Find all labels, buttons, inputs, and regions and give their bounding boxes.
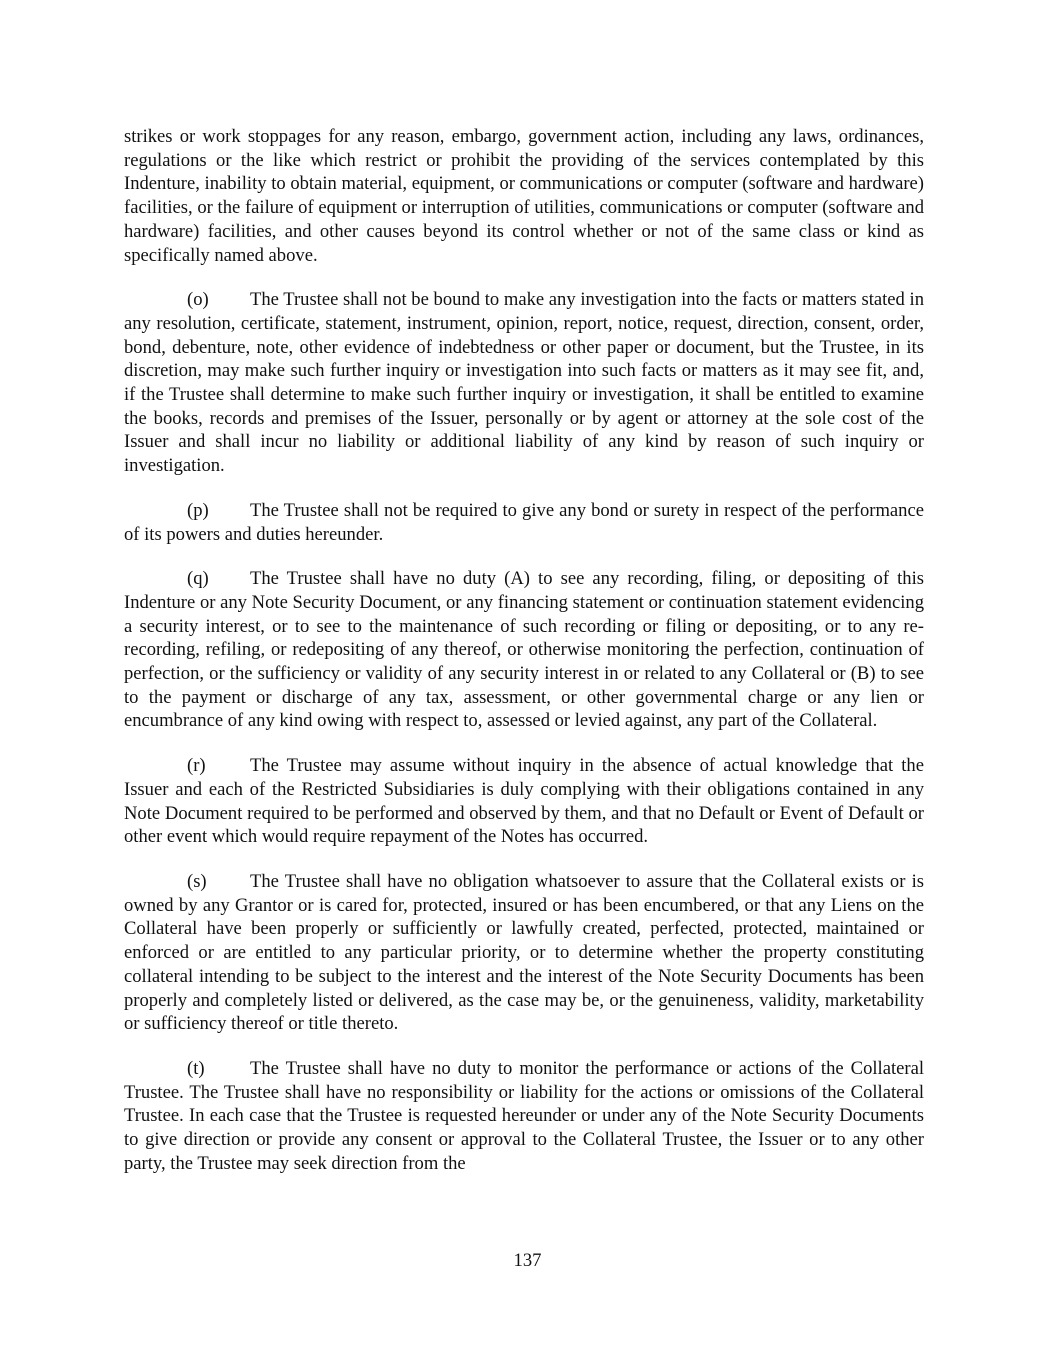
page-number: 137 bbox=[513, 1250, 542, 1271]
paragraph-r bbox=[124, 754, 924, 849]
continuation-paragraph: strikes or work stoppages for any reason, embargo, government action, including any laws, ordinances, regulations or the like which restrict or prohibit the providing of the services contemplated by this Indenture, inability to obtain material, equipment, or communications or computer (software and hardware) facilities, or the failure of equipment or interruption of utilities, communications or computer (software and hardware) facilities, and other causes beyond its control whether or not of the same class or kind as specifically named above. bbox=[124, 126, 924, 266]
paragraph-text: The Trustee shall have no duty (A) to see any recording, filing, or depositing of this Indenture or any Note Security Document, or any financing statement or continuation statement evidencing a security interest, or to see to the maintenance of such recording or filing or depositing, or to any re- recording, refiling, or redepositing of any thereof, or otherwise monitoring the perfection, continuation of perfection, or the sufficiency or validity of any security interest in or related to any Collateral or (B) to see to the payment or discharge of any tax, assessment, or other governmental charge or any lien or encumbrance of any kind owing with respect to, assessed or levied against, any part of the Collateral. bbox=[124, 568, 924, 732]
paragraph-s bbox=[124, 870, 924, 1036]
paragraph-text: The Trustee shall have no duty to monitor the performance or actions of the Collateral Trustee. The Trustee shall have no responsibility or liability for the actions or omissions of the Collateral Trustee. In each case that the Trustee is requested hereunder or under any of the Note Security Documents to give direction or provide any consent or approval to the Collateral Trustee, the Issuer or to any other party, the Trustee may seek direction from the bbox=[124, 1057, 924, 1174]
paragraph-label: (p) bbox=[187, 499, 209, 521]
paragraph-label: (r) bbox=[187, 755, 206, 777]
paragraph-text: The Trustee shall not be required to give any bond or surety in respect of the performance of its powers and duties hereunder. bbox=[124, 499, 924, 545]
document-page bbox=[124, 125, 924, 1196]
paragraph-o bbox=[124, 288, 924, 478]
paragraph-label: (t) bbox=[187, 1057, 205, 1079]
paragraph-text: The Trustee shall not be bound to make any investigation into the facts or matters stated in any resolution, certificate, statement, instrument, opinion, report, notice, request, direction, consent, order, bond, debenture, note, other evidence of indebtedness or other paper or document, but the Trustee, in its discretion, may make such further inquiry or investigation into such facts or matters as it may see fit, and, if the Trustee shall determine to make such further inquiry or investigation, it shall be entitled to examine the books, records and premises of the Issuer, personally or by agent or attorney at the sole cost of the Issuer and shall incur no liability or additional liability of any kind by reason of such inquiry or investigation. bbox=[124, 289, 924, 477]
paragraph-text: The Trustee shall have no obligation whatsoever to assure that the Collateral exists or is owned by any Grantor or is cared for, protected, insured or has been encumbered, or that any Liens on the Collateral have been properly or sufficiently or lawfully created, perfected, protected, maintained or enforced or are entitled to any particular priority, or to determine whether the property constituting collateral intending to be subject to the interest and the interest of the Note Security Documents has been properly and completely listed or delivered, as the case may be, or the genuineness, validity, marketability or sufficiency thereof or title thereto. bbox=[124, 870, 924, 1035]
paragraph-t bbox=[124, 1057, 924, 1176]
paragraph-label: (q) bbox=[187, 568, 209, 590]
paragraph-label: (s) bbox=[187, 870, 207, 892]
paragraph-q bbox=[124, 567, 924, 733]
paragraph-text: The Trustee may assume without inquiry in the absence of actual knowledge that the Issuer and each of the Restricted Subsidiaries is duly complying with their obligations contained in any Note Document required to be performed and observed by them, and that no Default or Event of Default or other event which would require repayment of the Notes has occurred. bbox=[124, 755, 924, 848]
paragraph-p bbox=[124, 499, 924, 546]
paragraph-label: (o) bbox=[187, 289, 209, 311]
